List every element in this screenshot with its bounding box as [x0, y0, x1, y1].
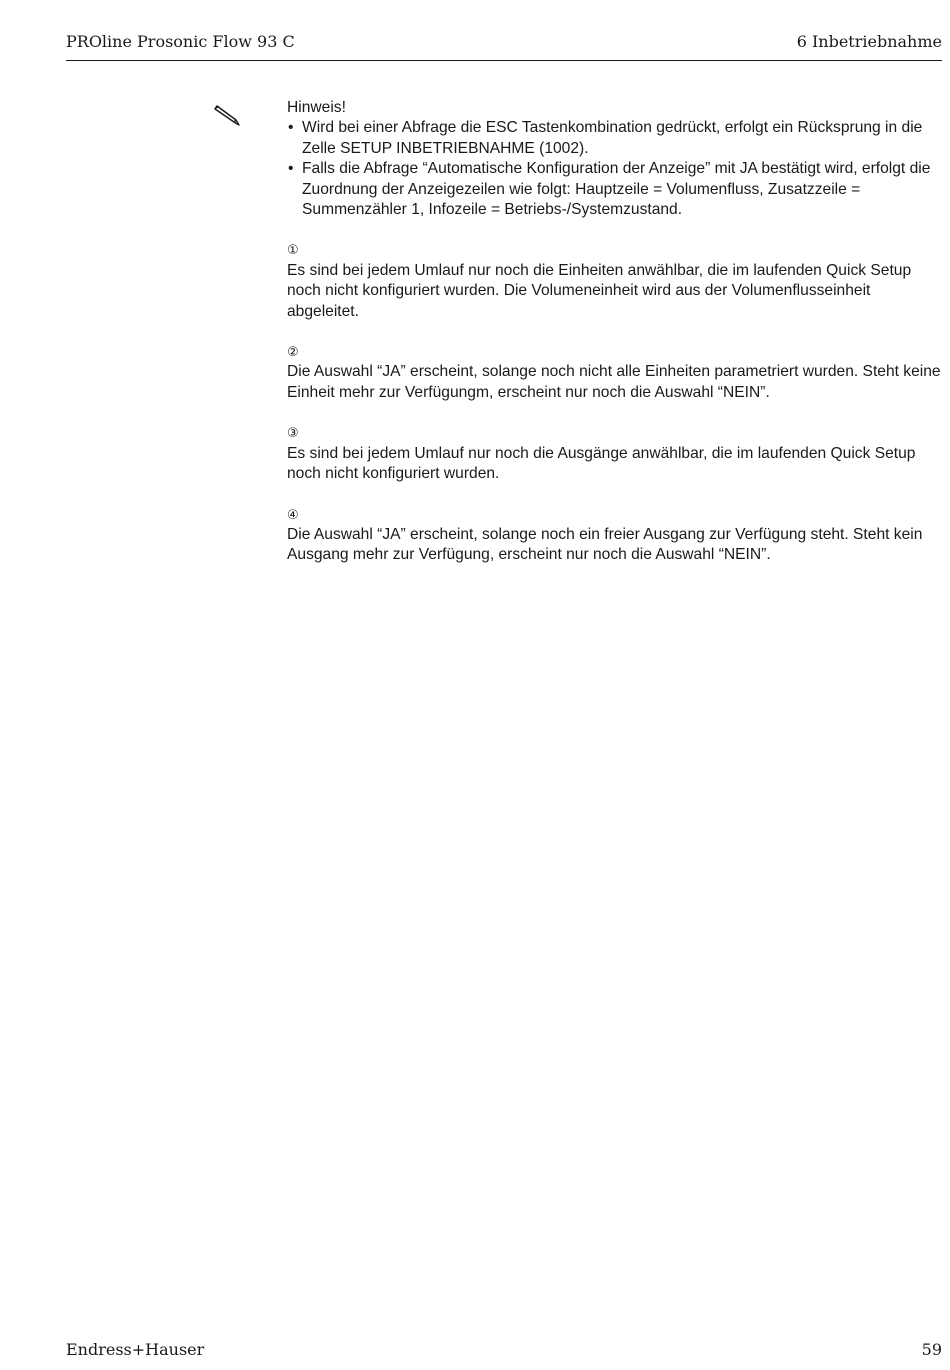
numbered-note-2	[287, 342, 942, 403]
note-bullet-list	[287, 118, 942, 220]
circled-number-marker: ④	[287, 506, 299, 522]
note-title: Hinweis!	[287, 99, 346, 116]
main-content	[287, 98, 942, 566]
numbered-note-4	[287, 505, 942, 566]
section-title: 6 Inbetriebnahme	[796, 32, 942, 51]
numbered-note-text: Es sind bei jedem Umlauf nur noch die Ausgänge anwählbar, die im laufenden Quick Setup noch nicht konfiguriert wurden.	[287, 444, 916, 483]
pencil-note-icon	[212, 100, 244, 132]
numbered-note-text: Die Auswahl “JA” erscheint, solange noch ein freier Ausgang zur Verfügung steht. Steht kein Ausgang mehr zur Verfügung, erscheint nur noch die Auswahl “NEIN”.	[287, 525, 923, 564]
document-title: PROline Prosonic Flow 93 C	[66, 32, 295, 51]
footer-brand: Endress+Hauser	[66, 1340, 205, 1359]
numbered-note-text: Es sind bei jedem Umlauf nur noch die Einheiten anwählbar, die im laufenden Quick Setup noch nicht konfiguriert wurden. Die Volumeneinheit wird aus der Volumenflusseinheit abgeleitet.	[287, 261, 912, 320]
circled-number-marker: ②	[287, 344, 299, 360]
list-item: • Wird bei einer Abfrage die ESC Tastenkombination gedrückt, erfolgt ein Rücksprung in die Zelle SETUP INBETRIEBNAHME (1002).	[288, 119, 923, 157]
bullet-text: Wird bei einer Abfrage die ESC Tastenkombination gedrückt, erfolgt ein Rücksprung in die Zelle SETUP INBETRIEBNAHME (1002).	[302, 119, 923, 157]
circled-number-marker: ③	[287, 425, 299, 441]
page-header	[66, 30, 942, 61]
page-number: 59	[921, 1340, 942, 1359]
list-item: • Falls die Abfrage “Automatische Konfiguration der Anzeige” mit JA bestätigt wird, erfolgt die Zuordnung der Anzeigezeilen wie folgt: Hauptzeile = Volumenfluss, Zusatzzeile = Summenzähler 1, Infozeile = Betriebs-/Systemzustand.	[288, 160, 931, 219]
numbered-note-3	[287, 423, 942, 484]
circled-number-marker: ①	[287, 242, 299, 258]
numbered-note-1	[287, 240, 942, 322]
bullet-text: Falls die Abfrage “Automatische Konfiguration der Anzeige” mit JA bestätigt wird, erfolgt die Zuordnung der Anzeigezeilen wie folgt: Hauptzeile = Volumenfluss, Zusatzzeile = Summenzähler 1, Infozeile = Betriebs-/Systemzustand.	[302, 160, 931, 219]
numbered-note-text: Die Auswahl “JA” erscheint, solange noch nicht alle Einheiten parametriert wurden. Steht keine Einheit mehr zur Verfügungm, erscheint nur noch die Auswahl “NEIN”.	[287, 363, 941, 401]
